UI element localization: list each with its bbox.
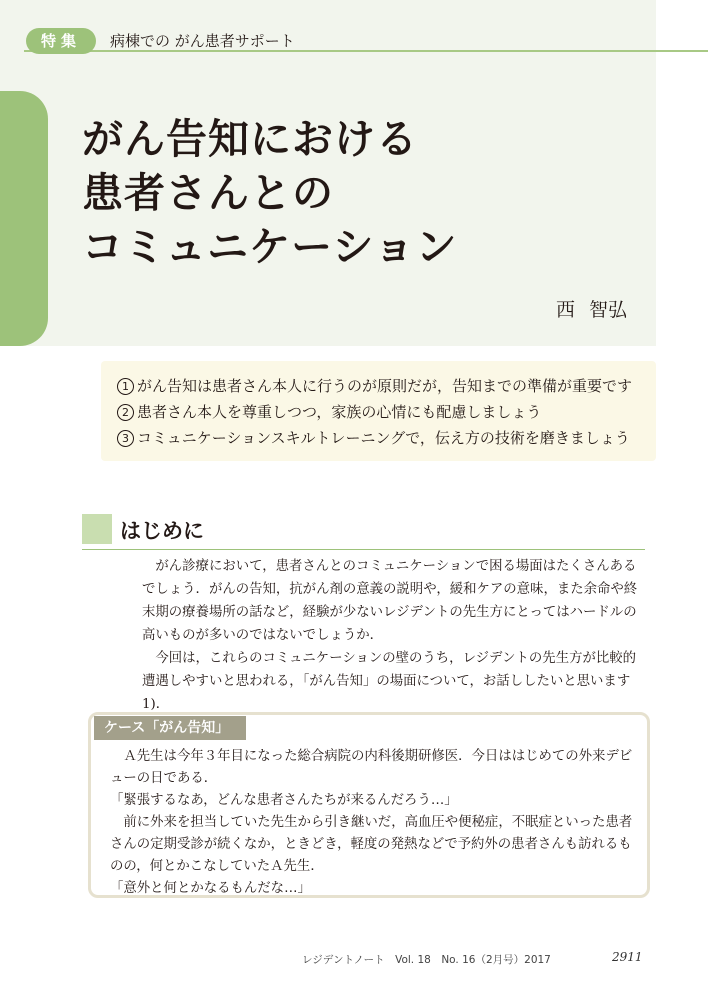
key-point-text: がん告知は患者さん本人に行うのが原則だが，告知までの準備が重要です — [137, 377, 633, 395]
article-title — [82, 112, 458, 274]
case-quote: 「緊張するなあ，どんな患者さんたちが来るんだろう…」 — [110, 793, 458, 808]
key-point — [117, 399, 656, 425]
case-text — [110, 746, 635, 900]
section-heading — [82, 514, 645, 550]
key-point-text: コミュニケーションスキルトレーニングで，伝え方の技術を磨きましょう — [137, 429, 630, 447]
circled-number: 1 — [117, 378, 134, 395]
case-label: ケース「がん告知」 — [94, 716, 246, 740]
key-point — [117, 425, 656, 451]
author-name: 西 智弘 — [556, 299, 628, 321]
case-paragraph: Ａ先生は今年３年目になった総合病院の内科後期研修医．今日ははじめての外来デビューの日である． — [110, 749, 633, 786]
body-text — [142, 555, 647, 716]
key-point — [117, 373, 656, 399]
feature-badge: 特集 — [26, 28, 96, 54]
page-number: 2911 — [612, 950, 643, 964]
case-quote: 「意外と何とかなるもんだな…」 — [110, 881, 311, 896]
case-paragraph: 前に外来を担当していた先生から引き継いだ，高血圧や便秘症，不眠症といった患者さんの定期受診が続くなか，ときどき，軽度の発熱などで予約外の患者さんも訪れるものの，何とかこなしていたＡ先生． — [110, 815, 633, 874]
key-points-list — [101, 361, 656, 451]
side-tab-decoration — [0, 91, 48, 346]
title-line-2: 患者さんとの — [82, 169, 334, 217]
key-point-text: 患者さん本人を尊重しつつ，家族の心情にも配慮しましょう — [137, 403, 542, 421]
body-paragraph: がん診療において，患者さんとのコミュニケーションで困る場面はたくさんあるでしょう．がんの告知，抗がん剤の意義の説明や，緩和ケアの意味，また余命や終末期の療養場所の話など，経験が少ないレジデントの先生方にとってはハードルの高いものが多いのではないでしょうか． — [142, 559, 638, 643]
series-title: 病棟での がん患者サポート — [110, 32, 295, 50]
journal-footer: レジデントノート Vol. 18 No. 16（2月号）2017 — [302, 954, 551, 966]
section-title: はじめに — [120, 519, 204, 543]
key-points-box — [101, 361, 656, 461]
body-paragraph: 今回は，これらのコミュニケーションの壁のうち，レジデントの先生方が比較的遭遇しやすいと思われる，「がん告知」の場面について，お話ししたいと思います1)． — [142, 651, 637, 712]
section-rule — [82, 549, 645, 550]
circled-number: 3 — [117, 430, 134, 447]
circled-number: 2 — [117, 404, 134, 421]
title-line-3: コミュニケーション — [82, 223, 458, 271]
title-line-1: がん告知における — [82, 115, 418, 163]
section-marker — [82, 514, 112, 544]
